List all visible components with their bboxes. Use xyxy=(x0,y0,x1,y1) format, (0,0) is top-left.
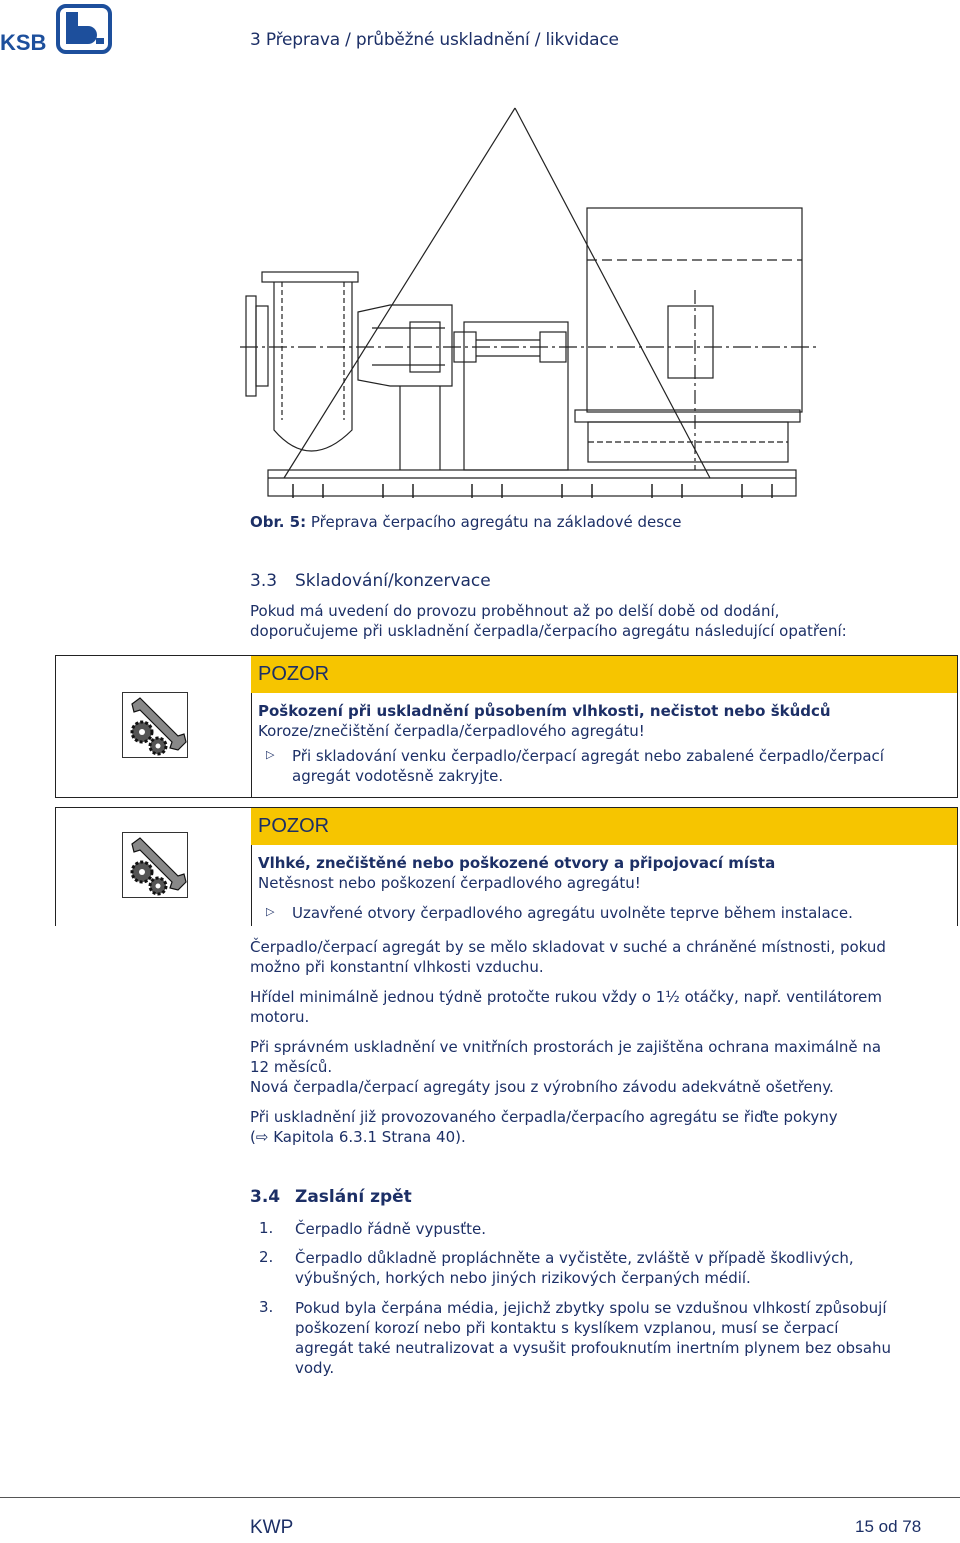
p4-line-1: Nová čerpadla/čerpací agregáty jsou z výrobního závodu adekvátně ošetřeny. xyxy=(250,1078,834,1096)
intro-line-1: Pokud má uvedení do provozu proběhnout až po delší době od dodání, xyxy=(250,602,780,620)
notice-action xyxy=(292,746,942,786)
section-title: Skladování/konzervace xyxy=(295,571,491,591)
footer-divider xyxy=(0,1497,960,1498)
p5-line-1: Při uskladnění již provozovaného čerpadla/čerpacího agregátu se řiďte pokyny xyxy=(250,1108,838,1126)
figure-caption xyxy=(250,513,682,531)
chapter-reference-link[interactable]: Kapitola 6.3.1 Strana 40). xyxy=(273,1128,466,1146)
logo-text: KSB xyxy=(0,30,47,54)
notice-icon-cell xyxy=(56,808,252,926)
list-item xyxy=(295,1298,955,1378)
list-item-line: Pokud byla čerpána média, jejichž zbytky spolu se vzdušnou vlhkostí způsobují xyxy=(295,1299,887,1317)
wrench-gear-icon xyxy=(122,692,188,758)
section-number: 3.3 xyxy=(250,571,278,591)
list-item-line: vody. xyxy=(295,1359,335,1377)
list-item-line: poškození korozí nebo při kontaktu s kyslíkem vzplanou, musí se čerpací xyxy=(295,1319,839,1337)
list-item-line: agregát také neutralizovat a vysušit profouknutím inertním plynem bez obsahu xyxy=(295,1339,892,1357)
notice-description: Koroze/znečištění čerpadla/čerpadlového agregátu! xyxy=(258,722,645,740)
caption-text: Přeprava čerpacího agregátu na základové desce xyxy=(310,513,682,531)
triangle-bullet-icon: ▷ xyxy=(266,748,275,761)
list-item-line: výbušných, horkých nebo jiných rizikových čerpaných médií. xyxy=(295,1269,751,1287)
notice-action-line-1: Při skladování venku čerpadlo/čerpací agregát nebo zabalené čerpadlo/čerpací xyxy=(292,747,884,765)
wrench-gear-icon xyxy=(122,832,188,898)
p2-line-2: motoru. xyxy=(250,1008,310,1026)
paragraph-reference xyxy=(250,1107,950,1147)
list-item xyxy=(295,1248,955,1288)
p5-open-paren: ( xyxy=(250,1128,256,1146)
p1-line-2: možno při konstantní vlhkosti vzduchu. xyxy=(250,958,544,976)
section-heading-3-4 xyxy=(250,1187,412,1207)
p2-line-1: Hřídel minimálně jednou týdně protočte rukou vždy o 1½ otáčky, např. ventilátorem xyxy=(250,988,882,1006)
caption-label: Obr. 5: xyxy=(250,513,307,531)
notice-description: Netěsnost nebo poškození čerpadlového agregátu! xyxy=(258,874,641,892)
notice-label: POZOR xyxy=(258,663,330,685)
notice-icon-cell xyxy=(56,656,252,797)
paragraph-protection xyxy=(250,1037,950,1097)
p3-line-2: 12 měsíců. xyxy=(250,1058,333,1076)
notice-label-bar xyxy=(251,656,957,693)
cross-reference-arrow-icon: ⇨ xyxy=(255,1128,269,1146)
notice-label-bar xyxy=(251,808,957,845)
notice-pozor-2 xyxy=(55,807,958,926)
list-item-number: 3. xyxy=(259,1298,274,1316)
list-item-line: Čerpadlo důkladně propláchněte a vyčistěte, zvláště v případě škodlivých, xyxy=(295,1249,854,1267)
list-item-line: Čerpadlo řádně vypusťte. xyxy=(295,1220,486,1238)
pump-unit-drawing xyxy=(240,100,820,500)
notice-pozor-1 xyxy=(55,655,958,798)
footer-page-number: 15 od 78 xyxy=(855,1517,922,1536)
list-item-number: 1. xyxy=(259,1219,274,1237)
intro-line-2: doporučujeme při uskladnění čerpadla/čerpacího agregátu následující opatření: xyxy=(250,622,847,640)
section-title: Zaslání zpět xyxy=(295,1187,412,1207)
footer-product: KWP xyxy=(250,1517,294,1538)
paragraph-storage xyxy=(250,937,950,977)
p1-line-1: Čerpadlo/čerpací agregát by se mělo skladovat v suché a chráněné místnosti, pokud xyxy=(250,938,886,956)
running-head: 3 Přeprava / průběžné uskladnění / likvidace xyxy=(250,30,619,50)
p5-line-2 xyxy=(250,1127,950,1147)
notice-action-line-1: Uzavřené otvory čerpadlového agregátu uvolněte teprve během instalace. xyxy=(292,904,853,922)
p3-line-1: Při správném uskladnění ve vnitřních prostorách je zajištěna ochrana maximálně na xyxy=(250,1038,882,1056)
notice-label: POZOR xyxy=(258,815,330,837)
notice-action-line-2: agregát vodotěsně zakryjte. xyxy=(292,767,504,785)
notice-heading: Vlhké, znečištěné nebo poškozené otvory a připojovací místa xyxy=(258,854,776,872)
ksb-logo xyxy=(0,4,120,54)
list-item-number: 2. xyxy=(259,1248,274,1266)
intro-paragraph xyxy=(250,601,950,641)
section-heading-3-3 xyxy=(250,571,491,591)
notice-heading: Poškození při uskladnění působením vlhkosti, nečistot nebo škůdců xyxy=(258,702,831,720)
paragraph-shaft xyxy=(250,987,950,1027)
list-item xyxy=(295,1219,955,1239)
section-number: 3.4 xyxy=(250,1187,281,1207)
triangle-bullet-icon: ▷ xyxy=(266,905,275,918)
